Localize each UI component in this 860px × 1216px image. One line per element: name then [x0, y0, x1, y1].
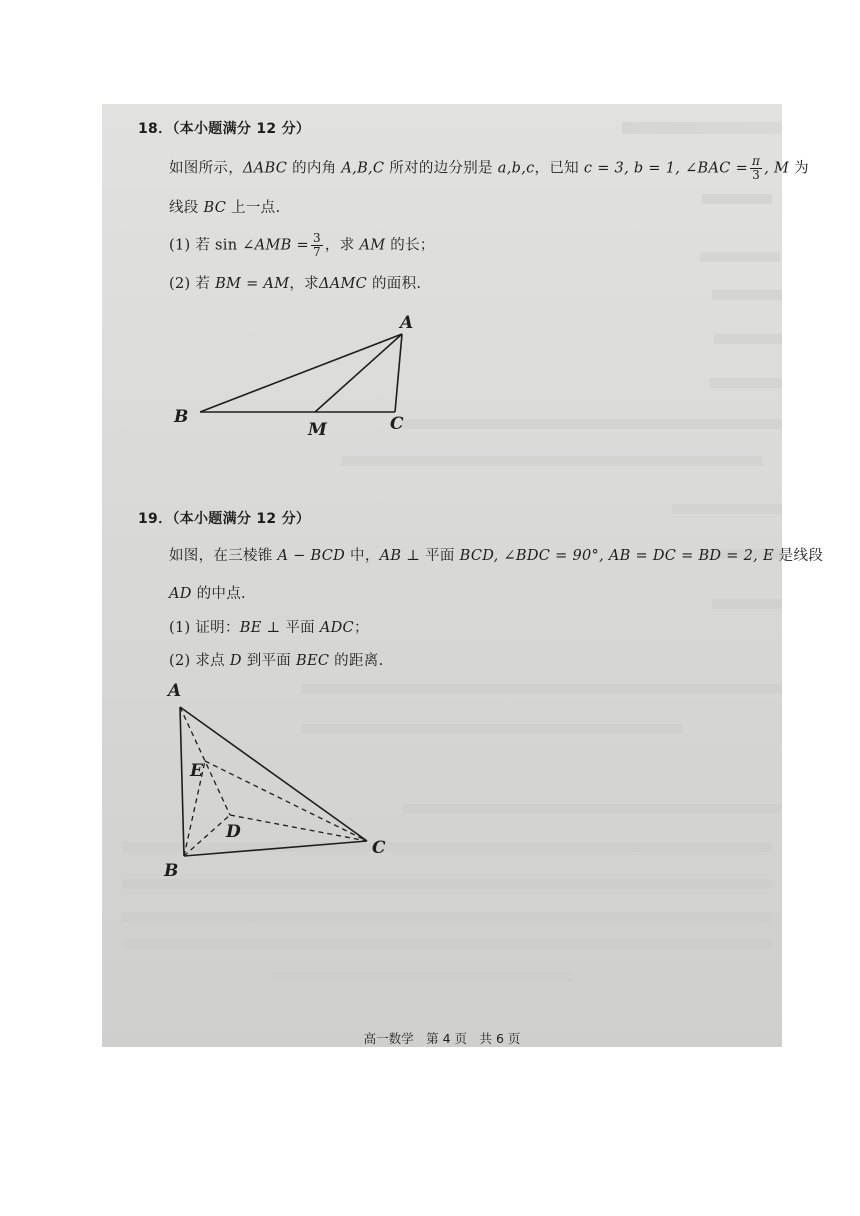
edge-BD-hidden: [184, 815, 230, 856]
q18-statement-line1: 如图所示，ΔABC 的内角 A,B,C 所对的边分别是 a,b,c，已知 c = 3, b = 1, ∠BAC = $\frac{\pi}{3}$ , M 为: [169, 154, 809, 182]
q18-statement-line2: 线段 BC 上一点.: [169, 200, 281, 216]
label-B: B: [174, 407, 189, 427]
q19-tetrahedron-figure: [102, 104, 782, 924]
edge-AB: [180, 707, 184, 856]
q19-statement-line2: AD 的中点.: [169, 586, 246, 602]
pi-over-3-fraction: $\frac{\pi}{3}$: [752, 154, 761, 182]
edge-BC: [184, 841, 367, 856]
label-D: D: [226, 822, 241, 842]
label-A: A: [400, 313, 414, 333]
label-M: M: [308, 420, 327, 440]
page-footer: 高一数学 第 4 页 共 6 页: [363, 1031, 521, 1046]
q19-header: 19．（本小题满分 12 分）: [138, 511, 311, 527]
edge-DC-hidden: [230, 815, 367, 841]
q19-statement-line1: 如图，在三棱锥 A − BCD 中，AB ⊥ 平面 BCD, ∠BDC = 90°, AB = DC = BD = 2, E 是线段: [169, 548, 824, 564]
three-sevenths-fraction: $\frac{3}{7}$: [312, 231, 321, 259]
q18-part1: (1) 若 sin ∠AMB = $\frac{3}{7}$ ，求 AM 的长；: [169, 231, 435, 259]
exam-page: [102, 104, 824, 1047]
label-C: C: [372, 838, 386, 858]
q19-part1: (1) 证明：BE ⊥ 平面 ADC；: [169, 620, 369, 636]
q18-part2: (2) 若 BM = AM，求ΔAMC 的面积.: [169, 276, 422, 292]
label-A: A: [168, 681, 182, 701]
label-C: C: [390, 414, 404, 434]
bleed-through-mark: [272, 972, 572, 982]
q18-header: 18．（本小题满分 12 分）: [138, 121, 311, 137]
label-E: E: [190, 761, 203, 781]
q19-part2: (2) 求点 D 到平面 BEC 的距离.: [169, 653, 384, 669]
label-B: B: [164, 861, 179, 881]
bleed-through-mark: [122, 939, 772, 949]
edge-AC: [180, 707, 367, 841]
